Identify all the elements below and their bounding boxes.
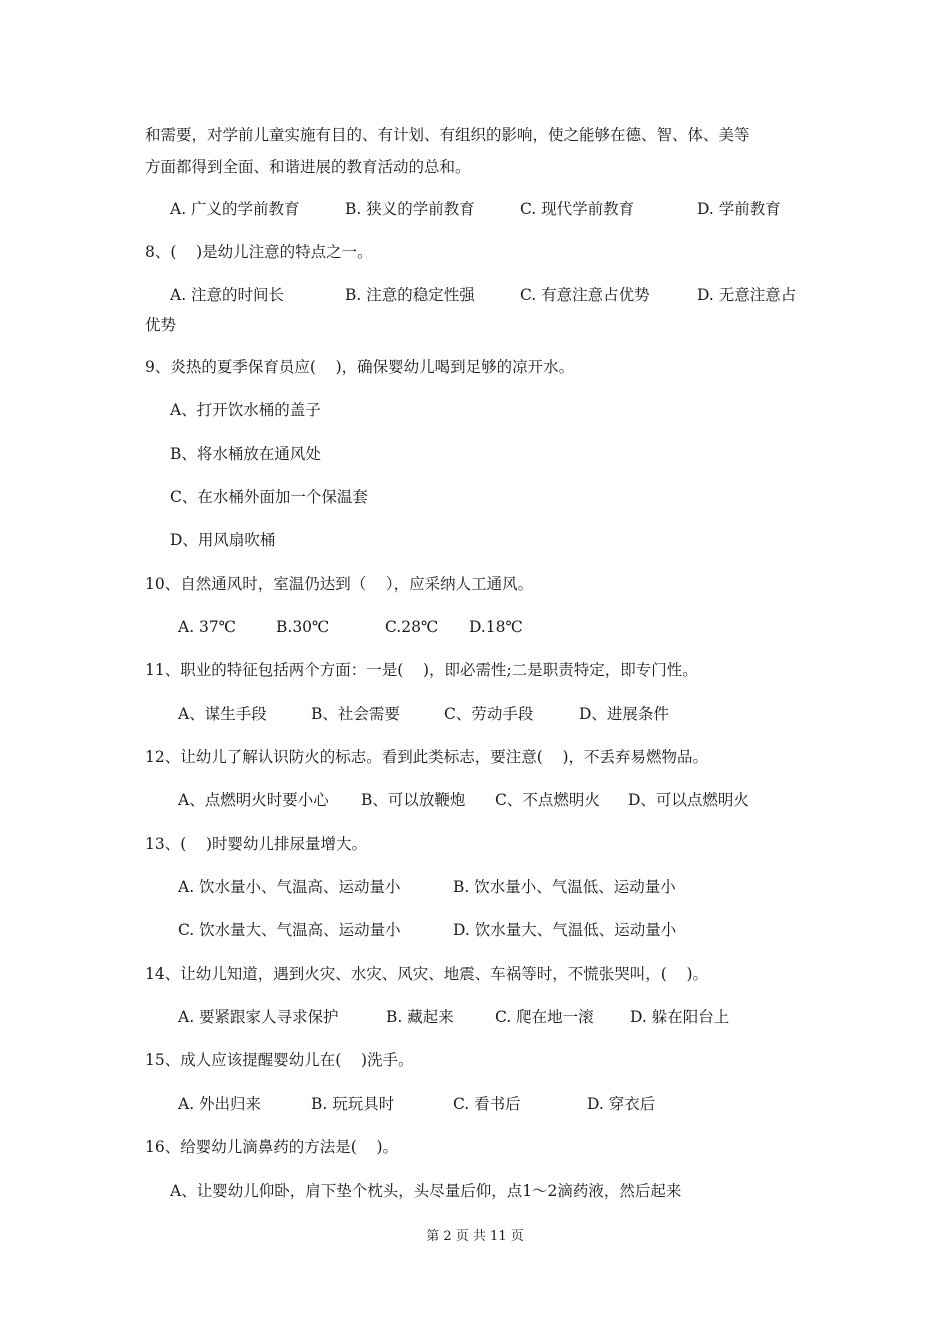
option-c: C. 饮水量大、气温高、运动量小 xyxy=(178,921,401,939)
option-d: D. 穿衣后 xyxy=(587,1095,656,1113)
option-d: D. 无意注意占 xyxy=(697,286,797,304)
option-c: C、不点燃明火 xyxy=(495,791,600,809)
intro-line-2: 方面都得到全面、和谐进展的教育活动的总和。 xyxy=(145,158,471,176)
option-b: B. 饮水量小、气温低、运动量小 xyxy=(453,878,676,896)
option-b: B. 注意的稳定性强 xyxy=(345,286,475,304)
option-a: A、点燃明火时要小心 xyxy=(178,791,329,809)
option-c: C. 有意注意占优势 xyxy=(520,286,650,304)
option-a: A. 外出归来 xyxy=(178,1095,262,1113)
option-c: C. 爬在地一滚 xyxy=(495,1008,594,1026)
question-10-stem: 10、自然通风时，室温仍达到（ ），应采纳人工通风。 xyxy=(145,575,534,593)
option-d: D.18℃ xyxy=(469,618,523,636)
option-b: B. 玩玩具时 xyxy=(311,1095,395,1113)
option-c: C、劳动手段 xyxy=(444,705,534,723)
question-8-options xyxy=(0,284,950,306)
option-b: B. 狭义的学前教育 xyxy=(345,200,475,218)
question-8-options-continued: 优势 xyxy=(145,316,177,334)
option-a: A. 要紧跟家人寻求保护 xyxy=(178,1008,339,1026)
question-9-option-a: A、打开饮水桶的盖子 xyxy=(170,401,321,419)
option-a: A. 饮水量小、气温高、运动量小 xyxy=(178,878,401,896)
option-b: B、社会需要 xyxy=(311,705,400,723)
question-14-options xyxy=(0,1006,950,1028)
question-9-option-b: B、将水桶放在通风处 xyxy=(170,445,321,463)
option-a: A. 注意的时间长 xyxy=(170,286,285,304)
option-d: D、可以点燃明火 xyxy=(628,791,749,809)
question-14-stem: 14、让幼儿知道，遇到火灾、水灾、风灾、地震、车祸等时，不慌张哭叫，( )。 xyxy=(145,965,709,983)
question-9-option-d: D、用风扇吹桶 xyxy=(170,531,276,549)
option-d: D. 饮水量大、气温低、运动量小 xyxy=(453,921,677,939)
question-13-options-row-1 xyxy=(0,876,950,898)
option-d: D. 躲在阳台上 xyxy=(630,1008,730,1026)
option-b: B.30℃ xyxy=(276,618,330,636)
option-b: B、可以放鞭炮 xyxy=(361,791,466,809)
question-16-stem: 16、给婴幼儿滴鼻药的方法是( )。 xyxy=(145,1138,399,1156)
page-number-footer: 第 2 页 共 11 页 xyxy=(426,1229,524,1244)
question-11-stem: 11、职业的特征包括两个方面：一是( )，即必需性;二是职责特定，即专门性。 xyxy=(145,661,698,679)
question-13-options-row-2 xyxy=(0,919,950,941)
question-9-stem: 9、炎热的夏季保育员应( )，确保婴幼儿喝到足够的凉开水。 xyxy=(145,358,575,376)
question-8-stem: 8、( )是幼儿注意的特点之一。 xyxy=(145,243,373,261)
question-10-options xyxy=(0,616,950,638)
question-16-option-a: A、让婴幼儿仰卧，肩下垫个枕头，头尽量后仰，点1～2滴药液，然后起来 xyxy=(170,1182,682,1200)
question-15-options xyxy=(0,1093,950,1115)
question-9-option-c: C、在水桶外面加一个保温套 xyxy=(170,488,368,506)
option-c: C. 看书后 xyxy=(453,1095,521,1113)
option-d: D、进展条件 xyxy=(579,705,669,723)
question-11-options xyxy=(0,703,950,725)
option-a: A、谋生手段 xyxy=(178,705,267,723)
option-c: C. 现代学前教育 xyxy=(520,200,635,218)
option-c: C.28℃ xyxy=(385,618,439,636)
option-b: B. 藏起来 xyxy=(386,1008,454,1026)
option-a: A. 37℃ xyxy=(178,618,237,636)
intro-line-1: 和需要，对学前儿童实施有目的、有计划、有组织的影响，使之能够在德、智、体、美等 xyxy=(145,126,750,144)
option-a: A. 广义的学前教育 xyxy=(170,200,300,218)
question-12-stem: 12、让幼儿了解认识防火的标志。看到此类标志，要注意( )，不丢弃易燃物品。 xyxy=(145,748,709,766)
question-12-options xyxy=(0,789,950,811)
option-d: D. 学前教育 xyxy=(697,200,781,218)
question-13-stem: 13、( )时婴幼儿排尿量增大。 xyxy=(145,835,368,853)
question-15-stem: 15、成人应该提醒婴幼儿在( )洗手。 xyxy=(145,1051,414,1069)
intro-options xyxy=(0,198,950,220)
